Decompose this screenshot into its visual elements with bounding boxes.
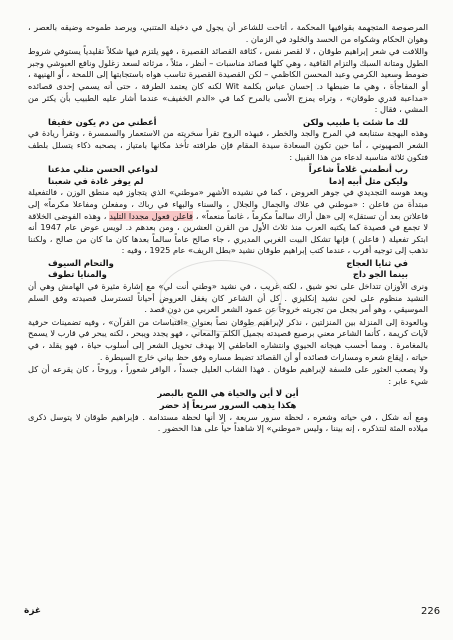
verse-hemistich-right: بينما الجو داج bbox=[352, 269, 408, 280]
verse-line bbox=[28, 258, 428, 270]
verse-line bbox=[28, 269, 428, 281]
verse-hemistich-left: لدواعي الحسن مثلي مذعنا bbox=[48, 164, 158, 175]
verse-line bbox=[28, 400, 428, 412]
verse-hemistich-right: رب أنطمني غلاماً شاعراً bbox=[308, 164, 408, 175]
verse-hemistich-right: وليكن مثل أبيه إذما bbox=[328, 175, 408, 186]
verse-hemistich-left: والتحام السيوف bbox=[48, 257, 114, 268]
paragraph: وبالعودة إلى المنزلة بين المنزلتين ، نذكر لإبراهيم طوقان نصاً بعنوان «اقتباسات من القرآن» ، وفيه تضمينات حرفية لآيات كريمة ، كأنما الشاعر معني برصيع قصيدته بجميل الكلم والمعاني ، فهو يجدد ويبحر ، لكنه يبحر في قارب لا يسمح بالمغامرة . ومما أحسب هيجانه الحيوي وانتشاره العاطفي إلا بهدف تحويل الشعر إلى أسلوب حياة ، فهو يقلد ، في حياته ، إيقاع شعره ومسارات قصائده أو أن القصائد تضبط مساره وفق حظ بياني خارج السيطرة . bbox=[28, 316, 428, 362]
paragraph: المرصوصة المتجهمة بقوافيها المحكمة ، أتاحت للشاعر أن يجول في دخيلة المتنبي، ويرصد طموحه وضيقه بالعصر ، وهوان الحكام وشكواه من الحسد والخلود في الزمان . bbox=[28, 22, 428, 44]
paragraph: واللافت في شعر إبراهيم طوقان ، لا لقصر نفس ، كثافة القصائد القصيرة ، فهو يلتزم فيها شكلاً تقليدياً يستوفي شروط الطول ومتانة السبك والتزام القافية ، وهي كلها قصائد مناسبات – أنظر ، مثلاً ، مرثاته لسعد زغلول ونافع العبوشي وجبر ضومط وسعيد الكرمي وعبد المحسن الكاظمي – لكن القصيدة القصيرة تناسب هواه باستجابتها إلى اللمحة ، أو الهنيهة ، أو المفاجأة ، وهي ما ضبطها د. إحسان عباس بكلمة Wit لكنه كان يعتمد الطرفة ، حتى أنه يسمي إحدى قصائده «مداعبة قدري طوقان» ، وتراه يمزج الأسى بالمرح كما في «الدم الخفيف» عندما أشار عليه الطبيب بأن يكثر من المشي ، فقال : bbox=[28, 46, 429, 115]
paragraph: ونرى الأوزان تتداخل على نحو شيق ، لكنه غريب ، في نشيد «وطني أنت لي» مع إشارة مثيرة في الهامش وهي أن النشيد منظوم على لحن نشيد إنكليزي . كل أن الشاعر كان يغفل العروض أحياناً لتسترسل قصيدته وفق السلم الموسيقي ، وهو أمر يجعل من تجربته خروجاً عن عمود الشعر العربي من دون قصد . bbox=[28, 281, 428, 315]
verse-line bbox=[28, 164, 428, 176]
paragraph bbox=[28, 187, 428, 257]
verse-line bbox=[28, 388, 428, 400]
article-body bbox=[28, 22, 428, 436]
paragraph: ومع أنه شكل ، في حياته وشعره ، لحظة سرور سريعة ، إلا أنها لحظة مستدامة . فإبراهيم طوقان لا يتوسل ذكرى ميلاده المئة لنتذكره ، إنه بيننا ، وليس «موطني» إلا شاهداً حياً على هذا الحضور . bbox=[28, 411, 428, 434]
verse-text: أين لا أين والحياة هي اللمح بالبصر bbox=[157, 388, 299, 399]
running-head: غزة bbox=[24, 606, 42, 616]
verse-text: هكذا يذهب السرور سريعاً إذ حضر bbox=[159, 400, 297, 410]
paragraph-text: ، وهذه الفوضى الخلاقة لا تجمع في قصيدة كما يكتبه العرب منذ ثلاث الأول من القرن العشرين ، ومن بعدهم د. لويس عوض عام 1947 أنه ابتكر تفعيلة ( فاعلن ) فإنها تشكل البيت الغربي المديري ، جاء صالح عاماً سالماً بعدها كان ما كان من صالح ، ولكننا نذهب إلى توجيه أقرب ، عندما كتب إبراهيم طوقان نشيد «بطل الريف» عام 1925 ، وفيه : bbox=[28, 210, 429, 256]
highlighted-text: فاعلن فعول مجددا التليد bbox=[109, 210, 193, 221]
page-number: 226 bbox=[421, 606, 441, 617]
verse-line bbox=[28, 176, 428, 188]
verse-hemistich-right: لك ما شئت يا طبيب ولكن bbox=[302, 116, 408, 127]
paragraph-text: ويعد هوسه التجديدي في جوهر العروض ، كما في نشيده الأشهر «موطني» الذي يتجاوز فيه منطق الوزن ، فالتفعيلة مبتدأة من فاعلن : «موطني في علاك والجمال والجلال ، والسناء والبهاء في رباك ، ومفعلن ومفاعلا مكرماً» إلى فاعلاتن بعد أن تستقل» إلى «هل أراك سالماً مكرماً ، غانماً منعماً» ، bbox=[28, 187, 429, 221]
verse-hemistich-left: لم يوفر غادة في شعبنا bbox=[48, 175, 144, 186]
verse-hemistich-left: أعطني من دم يكون خفيفا bbox=[48, 116, 157, 127]
verse-hemistich-left: والمنايا تطوف bbox=[48, 269, 107, 280]
verse-hemistich-right: في ثنايا العجاج bbox=[346, 257, 408, 268]
paragraph: ولا يصعب العثور على فلسفة لإبراهيم طوقان . فهذا الشاب العليل جسداً ، الوافر شعوراً ، وروحاً ، كان يقرعه أن كل شيء عابر : bbox=[28, 364, 428, 386]
paragraph: وهذه البهجة ستنابعه في المرح والجد والخطر ، فبهذه الروح تقرأ سخريته من الاستعمار والسمسرة ، وتقرأ ريادة في الشعر الصهيوني ، أما حين تكون السعادة سيدة المقام فإن طرافته تأخذ مكانها بامتياز ، يصحبه ذكاء يتسلل بلطف فتكون ثلاثة مناسبة لدعاء من هذا القبيل : bbox=[28, 128, 428, 162]
verse-line bbox=[28, 117, 428, 129]
